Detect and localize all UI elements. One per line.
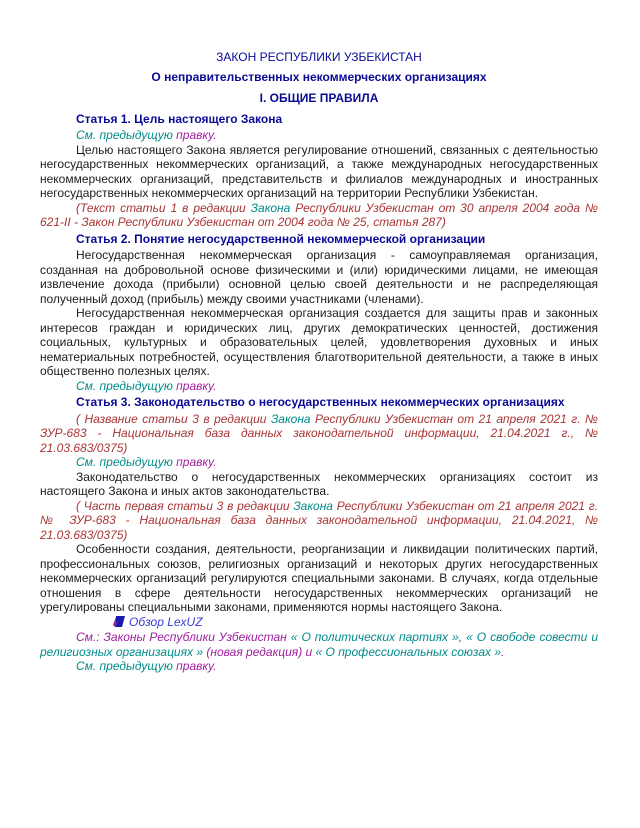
law-reference-link[interactable]: Закона (270, 411, 311, 426)
note-text: Республики Узбекистан от 30 апреля 2004 года № 621-II - Закон Республики Узбекистан от 2004 года № 25, статья 287) (40, 200, 598, 229)
note-text: (Текст статьи 1 в редакции (76, 200, 251, 215)
lexuz-flag-icon (76, 616, 125, 631)
see-previous-edit-line-3 (40, 455, 598, 470)
article-2-heading: Статья 2. Понятие негосударственной некоммерческой организации (76, 231, 486, 246)
article-2-paragraph-1: Негосударственная некоммерческая организация - самоуправляемая организация, созданная на добровольной основе физическими и (или) юридическими лицами, не имеющая извлечение дохода (прибыли) основной целью своей деятельности и не распределяющая полученный доход (прибыль) между своими участниками (членами). (40, 248, 598, 306)
article-2-paragraph-2: Негосударственная некоммерческая организация создается для защиты прав и законных интересов граждан и юридических лиц, других демократических ценностей, достижения социальных, культурных и образовательных целей, удовлетворения духовных и иных нематериальных потребностей, осуществления благотворительной деятельности, а также в иных общественно полезных целях. (40, 306, 598, 378)
article-3-paragraph-1: Законодательство о негосударственных некоммерческих организациях состоит из настоящего Закона и иных актов законодательства. (40, 469, 598, 498)
edit-link[interactable]: правку. (172, 455, 217, 469)
see-previous-link[interactable]: См. предыдущую (76, 128, 173, 142)
note-text: ( Название статьи 3 в редакции (76, 411, 271, 426)
note-text: Республики Узбекистан от 21 апреля 2021 г. № ЗУР-683 - Национальная база данных законодательной информации, 21.04.2021, № 21.03.683/0375) (40, 498, 598, 542)
see-previous-link[interactable]: См. предыдущую (76, 659, 173, 673)
article-3-editorial-note-2 (40, 499, 598, 543)
law-trade-unions-link[interactable]: « О профессиональных союзах » (315, 644, 502, 659)
see-previous-edit-line-2 (40, 379, 598, 394)
article-1-heading: Статья 1. Цель настоящего Закона (76, 111, 283, 126)
article-3-heading: Статья 3. Законодательство о негосударственных некоммерческих организациях (76, 395, 565, 409)
article-1-editorial-note (40, 201, 598, 230)
edit-link[interactable]: правку. (172, 659, 217, 673)
edit-link[interactable]: правку. (172, 378, 217, 393)
note-text: ( Часть первая статьи 3 в редакции (76, 498, 294, 513)
edit-link[interactable]: правку. (172, 128, 217, 142)
see-laws-text: (новая редакция) и (203, 644, 316, 659)
article-3-paragraph-2: Особенности создания, деятельности, реорганизации и ликвидации политических партий, профессиональных союзов, религиозных организаций и некоторых других негосударственных некоммерческих организаций регулируются специальными законами. В случаях, когда отдельные отношения в сфере деятельности негосударственных некоммерческих организаций не урегулированы специальными законами, применяются нормы настоящего Закона. (40, 542, 598, 614)
article-1-paragraph: Целью настоящего Закона является регулирование отношений, связанных с деятельностью негосударственных некоммерческих организаций, а также международных негосударственных некоммерческих организаций, представительств и филиалов международных и иностранных негосударственных некоммерческих организаций на территории Республики Узбекистан. (40, 142, 598, 200)
document-title: ЗАКОН РЕСПУБЛИКИ УЗБЕКИСТАН (216, 50, 422, 64)
lexuz-review-line (40, 615, 598, 631)
law-reference-link[interactable]: Закона (250, 200, 291, 215)
note-text: Республики Узбекистан от 21 апреля 2021 г. № ЗУР-683 - Национальная база данных законодательной информации, 21.04.2021 г., № 21.03.683/0375) (40, 411, 598, 455)
law-freedom-of-conscience-link[interactable]: « О свободе совести и религиозных организациях » (40, 630, 599, 659)
see-previous-edit-line-1 (40, 128, 598, 143)
lexuz-review-link[interactable]: Обзор LexUZ (129, 614, 203, 629)
see-laws-line (40, 630, 598, 659)
law-reference-link[interactable]: Закона (293, 498, 333, 513)
see-previous-edit-line-4 (40, 659, 598, 674)
law-political-parties-link[interactable]: « О политических партиях » (290, 630, 459, 644)
see-laws-text: , (458, 630, 467, 644)
see-previous-link[interactable]: См. предыдущую (76, 455, 173, 469)
article-3-editorial-note-1 (40, 412, 598, 456)
see-laws-text: . (501, 644, 505, 659)
see-laws-text: См.: Законы Республики Узбекистан (76, 630, 291, 644)
document-subtitle: О неправительственных некоммерческих организациях (151, 69, 487, 84)
section-heading: I. ОБЩИЕ ПРАВИЛА (259, 91, 379, 105)
see-previous-link[interactable]: См. предыдущую (76, 378, 173, 393)
